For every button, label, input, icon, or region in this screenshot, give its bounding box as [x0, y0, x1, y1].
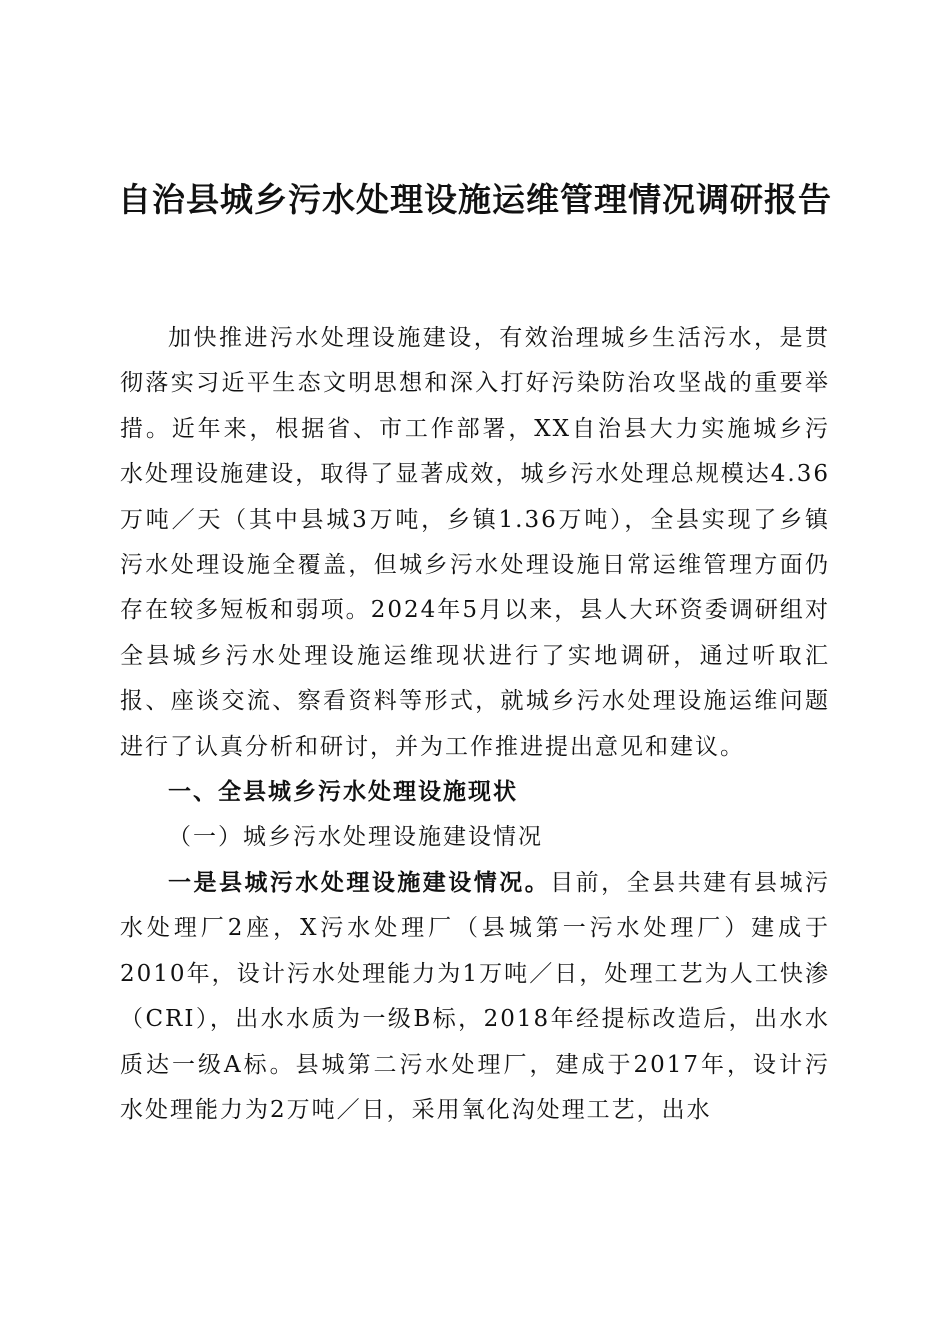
intro-paragraph: 加快推进污水处理设施建设，有效治理城乡生活污水，是贯彻落实习近平生态文明思想和深入打好污染防治攻坚战的重要举措。近年来，根据省、市工作部署，XX自治县大力实施城乡污水处理设施建设，取得了显著成效，城乡污水处理总规模达4.36万吨／天（其中县城3万吨，乡镇1.36万吨），全县实现了乡镇污水处理设施全覆盖，但城乡污水处理设施日常运维管理方面仍存在较多短板和弱项。2024年5月以来，县人大环资委调研组对全县城乡污水处理设施运维现状进行了实地调研，通过听取汇报、座谈交流、察看资料等形式，就城乡污水处理设施运维问题进行了认真分析和研讨，并为工作推进提出意见和建议。 [120, 325, 830, 760]
document-body [120, 316, 830, 1133]
section-heading: 一、全县城乡污水处理设施现状 [168, 779, 518, 806]
subsection-heading: （一）城乡污水处理设施建设情况 [168, 824, 543, 851]
document-title: 自治县城乡污水处理设施运维管理情况调研报告 [118, 180, 832, 219]
paragraph-lead: 一是县城污水处理设施建设情况。 [168, 869, 551, 896]
paragraph-text: 目前，全县共建有县城污水处理厂2座，X污水处理厂（县城第一污水处理厂）建成于2010年，设计污水处理能力为1万吨／日，处理工艺为人工快渗（CRI），出水水质为一级B标，2018年经提标改造后，出水水质达一级A标。县城第二污水处理厂，建成于2017年，设计污水处理能力为2万吨／日，采用氧化沟处理工艺，出水 [120, 869, 831, 1123]
body-paragraph [120, 861, 830, 1133]
